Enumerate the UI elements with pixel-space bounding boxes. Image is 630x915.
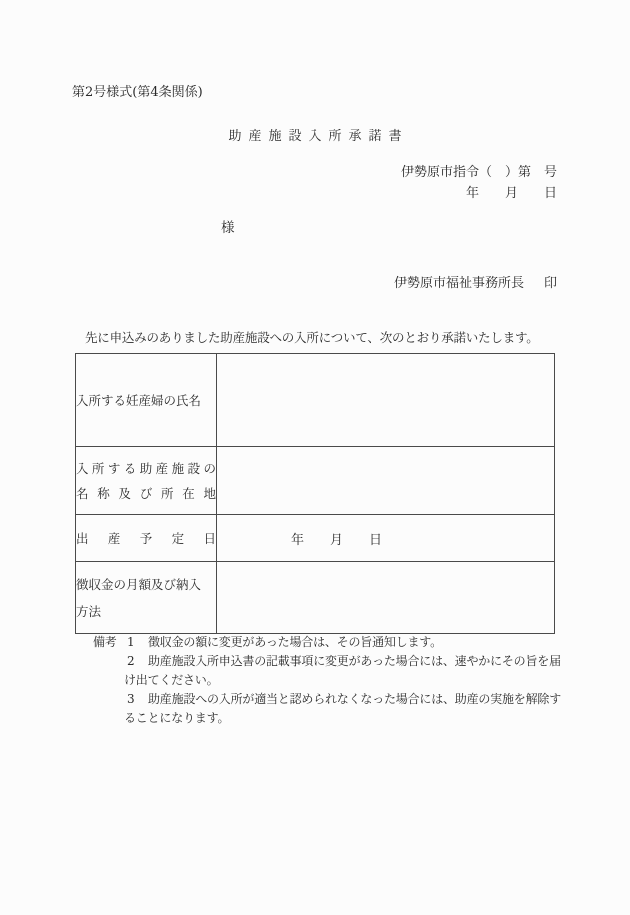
remarks-section (93, 633, 565, 728)
table-row (76, 515, 555, 562)
remark-indent (93, 652, 127, 671)
remarks-heading: 備考 (93, 635, 117, 649)
admission-form-table (75, 353, 555, 634)
remark-text: ることになります。 (124, 711, 230, 725)
seal-placeholder: 印 (543, 276, 557, 291)
remark-item (93, 633, 565, 652)
field-due-date-value: 年 月 日 (217, 515, 555, 562)
field-mother-name-value (217, 354, 555, 447)
row-label-text: 方法 (76, 603, 102, 619)
table-row (76, 354, 555, 447)
document-title: 助産施設入所承諾書 (228, 129, 409, 144)
directive-number-line: 伊勢原市指令（ ）第 号 (400, 165, 557, 180)
remark-number: 1 (127, 635, 135, 649)
recipient-honorific: 様 (221, 220, 235, 236)
remark-number: 3 (127, 692, 135, 706)
row-label-due-date (76, 515, 217, 562)
row-label-fee (76, 562, 217, 634)
table-row (76, 562, 555, 634)
row-label-text: 名称及び所在地 (76, 485, 216, 501)
field-fee-value (217, 562, 555, 634)
remark-number: 2 (127, 654, 135, 668)
remark-item-continuation (93, 709, 565, 728)
intro-sentence: 先に申込みのありました助産施設への入所について、次のとおり承諾いたします。 (85, 330, 539, 345)
issuer-line (394, 272, 557, 291)
row-label-mother-name (76, 354, 217, 447)
remark-text: け出てください。 (124, 673, 219, 687)
remark-text: 助産施設への入所が適当と認められなくなった場合には、助産の実施を解除す (148, 692, 562, 706)
row-label-text: 入所する助産施設の (76, 460, 216, 476)
remark-item (93, 690, 565, 709)
remark-indent (93, 690, 127, 709)
remark-item (93, 652, 565, 671)
remark-text: 徴収金の額に変更があった場合は、その旨通知します。 (148, 635, 442, 649)
issuer-title: 伊勢原市福祉事務所長 (393, 276, 524, 291)
remark-item-continuation (93, 671, 565, 690)
row-label-text: 入所する妊産婦の氏名 (76, 393, 202, 408)
table-row (76, 447, 555, 515)
row-label-facility (76, 447, 217, 515)
remark-text: 助産施設入所申込書の記載事項に変更があった場合には、速やかにその旨を届 (148, 654, 561, 668)
field-facility-value (217, 447, 555, 515)
row-label-text: 徴収金の月額及び納入 (76, 576, 202, 592)
form-number: 第2号様式(第4条関係) (72, 85, 203, 100)
issue-date-line: 年 月 日 (465, 186, 557, 201)
row-label-text: 出産予定日 (76, 531, 216, 546)
